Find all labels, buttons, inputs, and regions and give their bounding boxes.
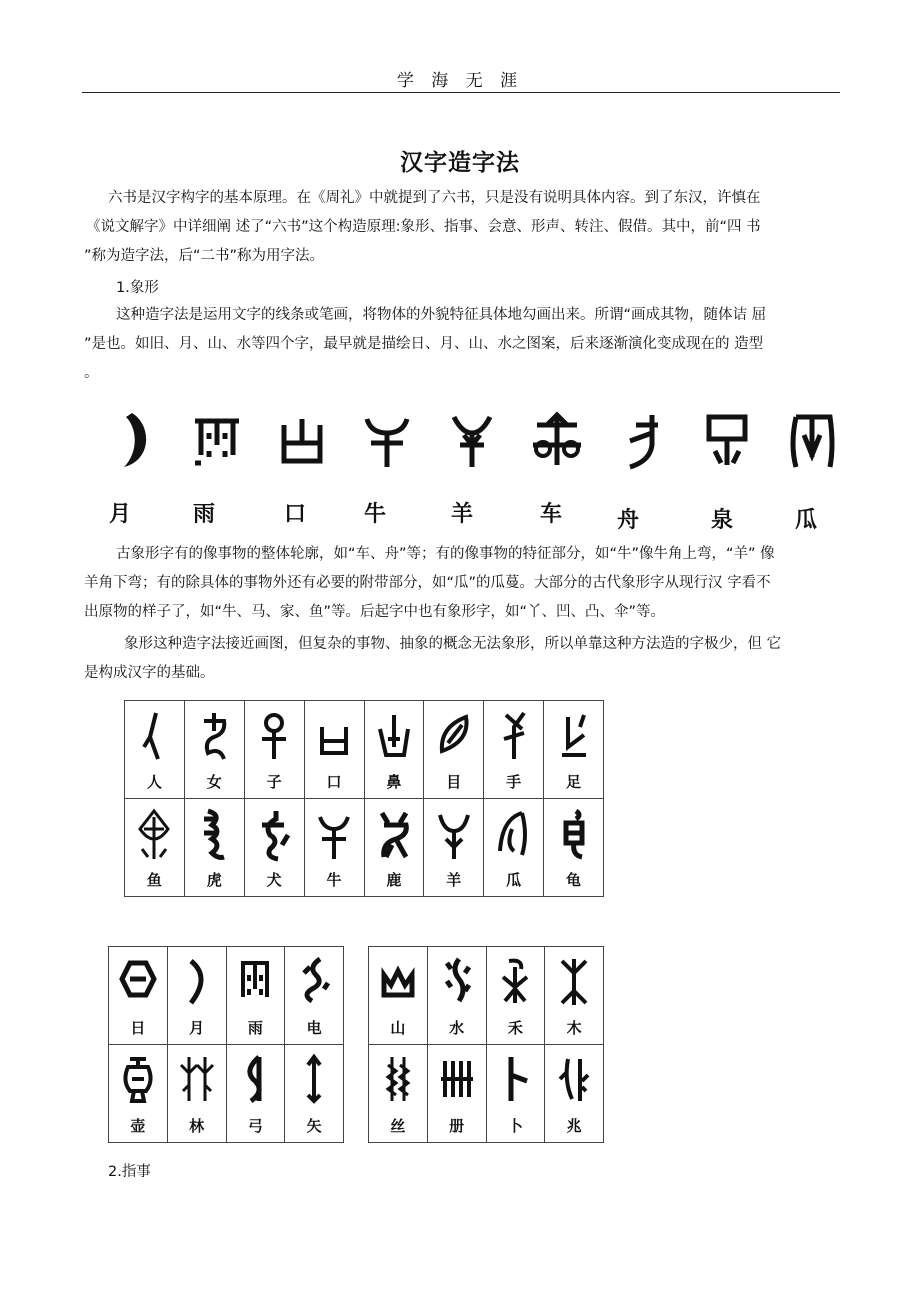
- pictograph-glyph: [294, 1051, 334, 1107]
- pictograph-glyph: [372, 805, 416, 865]
- cell-label: 足: [566, 773, 582, 791]
- cell-label: 龟: [566, 871, 582, 889]
- table-cell: [304, 701, 364, 799]
- melon-pictograph: [772, 405, 852, 483]
- cell-label: 电: [306, 1019, 322, 1037]
- spring-pictograph: [687, 405, 767, 483]
- pictograph-table-1: [124, 700, 604, 897]
- pictograph-glyph: [132, 805, 176, 865]
- pictograph-glyph: [177, 953, 217, 1009]
- table-cell: [484, 701, 544, 799]
- pictograph-glyph: [314, 707, 354, 765]
- cell-label: 牛: [326, 871, 342, 889]
- table-cell: [184, 701, 244, 799]
- strip-label: 牛: [363, 502, 386, 527]
- table-cell: [226, 947, 285, 1045]
- pictograph-glyph: [194, 707, 234, 765]
- document-title: 汉字造字法: [400, 150, 520, 176]
- table-cell: [285, 1045, 344, 1143]
- pictograph-strip: [92, 405, 852, 533]
- para3-line-1: 象形这种造字法接近画图，但复杂的事物、抽象的概念无法象形，所以单靠这种方法造的字极少，但 它: [124, 636, 782, 652]
- cell-label: 鼻: [386, 773, 402, 791]
- cell-label: 册: [449, 1117, 465, 1135]
- strip-label: 月: [108, 502, 131, 527]
- cart-pictograph: [517, 405, 597, 483]
- pictograph-glyph: [495, 953, 535, 1009]
- page-header: 学 海 无 涯: [396, 71, 524, 91]
- section1-line-3: 。: [84, 365, 99, 381]
- table-cell: [427, 947, 486, 1045]
- pictograph-glyph: [374, 707, 414, 765]
- para2-line-1: 古象形字有的像事物的整体轮廓，如“车、舟”等；有的像事物的特征部分，如“牛”像牛角上弯，“羊” 像: [116, 546, 775, 562]
- pictograph-glyph: [177, 1051, 217, 1107]
- pictograph-glyph: [312, 805, 356, 865]
- cell-label: 矢: [306, 1117, 322, 1135]
- pictograph-glyph: [118, 953, 158, 1009]
- pictograph-glyph: [235, 1051, 275, 1107]
- pictograph-glyph: [495, 1051, 535, 1107]
- cell-label: 手: [506, 773, 522, 791]
- strip-label: 舟: [616, 508, 639, 533]
- rain-pictograph: [177, 405, 257, 483]
- pictograph-glyph: [552, 805, 596, 865]
- table-cell: [109, 1045, 168, 1143]
- table-cell: [369, 1045, 428, 1143]
- cell-label: 鹿: [386, 871, 402, 889]
- table-cell: [244, 701, 304, 799]
- pictograph-glyph: [494, 707, 534, 765]
- intro-line-3: ”称为造字法，后“二书”称为用字法。: [84, 248, 325, 264]
- table-cell: [486, 947, 545, 1045]
- cell-label: 目: [446, 773, 462, 791]
- pictograph-glyph: [378, 953, 418, 1009]
- cell-label: 鱼: [146, 871, 162, 889]
- intro-line-2: 《说文解字》中详细阐 述了“六书”这个构造原理:象形、指事、会意、形声、转注、假借。其中，前“四 书: [86, 219, 761, 235]
- table-cell: [364, 799, 424, 897]
- cell-label: 丝: [390, 1117, 406, 1135]
- table-cell: [226, 1045, 285, 1143]
- strip-label: 雨: [192, 502, 215, 527]
- pictograph-glyph: [118, 1051, 158, 1107]
- pictograph-glyph: [554, 1051, 594, 1107]
- table-cell: [304, 799, 364, 897]
- table-cell: [285, 947, 344, 1045]
- pictograph-glyph: [554, 707, 594, 765]
- cell-label: 虎: [206, 871, 222, 889]
- cell-label: 林: [189, 1117, 205, 1135]
- pictograph-glyph: [437, 1051, 477, 1107]
- table-cell: [486, 1045, 545, 1143]
- para2-line-2: 羊角下弯；有的除具体的事物外还有必要的附带部分，如“瓜”的瓜蔓。大部分的古代象形字从现行汉 字看不: [84, 575, 771, 591]
- table-cell: [364, 701, 424, 799]
- table-cell: [544, 701, 604, 799]
- section1-line-1: 这种造字法是运用文字的线条或笔画，将物体的外貌特征具体地勾画出来。所谓“画成其物，随体诘 屈: [116, 307, 767, 323]
- pictograph-glyph: [432, 805, 476, 865]
- header-rule: [82, 92, 840, 93]
- pictograph-table-3: [368, 946, 604, 1143]
- cell-label: 山: [390, 1019, 406, 1037]
- cell-label: 木: [566, 1019, 582, 1037]
- table-cell: [545, 1045, 604, 1143]
- cell-label: 口: [326, 773, 342, 791]
- boat-pictograph: [602, 405, 682, 483]
- para2-line-3: 出原物的样子了，如“牛、马、家、鱼”等。后起字中也有象形字，如“丫、凹、凸、伞”等。: [84, 604, 666, 620]
- table-cell: [544, 799, 604, 897]
- pictograph-glyph: [437, 953, 477, 1009]
- cell-label: 禾: [507, 1019, 523, 1037]
- cell-label: 羊: [446, 871, 462, 889]
- cell-label: 卜: [507, 1117, 523, 1135]
- pictograph-glyph: [192, 805, 236, 865]
- table-cell: [484, 799, 544, 897]
- cell-label: 兆: [566, 1117, 582, 1135]
- table-cell: [427, 1045, 486, 1143]
- para3-line-2: 是构成汉字的基础。: [84, 665, 215, 681]
- strip-label: 瓜: [794, 508, 817, 533]
- cell-label: 水: [449, 1019, 465, 1037]
- pictograph-glyph: [378, 1051, 418, 1107]
- cell-label: 壶: [130, 1117, 146, 1135]
- pictograph-table-2: [108, 946, 344, 1143]
- pictograph-glyph: [134, 707, 174, 765]
- cell-label: 雨: [247, 1019, 263, 1037]
- sheep-pictograph: [432, 405, 512, 483]
- strip-label: 车: [539, 502, 562, 527]
- pictograph-glyph: [235, 953, 275, 1009]
- strip-label: 泉: [710, 508, 733, 533]
- table-cell: [167, 947, 226, 1045]
- cell-label: 子: [266, 773, 282, 791]
- cell-label: 犬: [266, 871, 282, 889]
- section2-heading: 2.指事: [108, 1164, 151, 1180]
- table-cell: [424, 701, 484, 799]
- table-cell: [125, 799, 185, 897]
- table-cell: [184, 799, 244, 897]
- table-cell: [369, 947, 428, 1045]
- mouth-pictograph: [262, 405, 342, 483]
- cell-label: 瓜: [506, 871, 522, 889]
- pictograph-glyph: [294, 953, 334, 1009]
- ox-pictograph: [347, 405, 427, 483]
- section1-heading: 1.象形: [116, 280, 159, 296]
- strip-label: 口: [283, 502, 306, 527]
- pictograph-glyph: [252, 805, 296, 865]
- table-cell: [167, 1045, 226, 1143]
- table-cell: [109, 947, 168, 1045]
- table-cell: [424, 799, 484, 897]
- pictograph-glyph: [434, 707, 474, 765]
- table-cell: [545, 947, 604, 1045]
- table-cell: [125, 701, 185, 799]
- cell-label: 弓: [247, 1117, 263, 1135]
- cell-label: 人: [146, 773, 162, 791]
- intro-line-1: 六书是汉字构字的基本原理。在《周礼》中就提到了六书，只是没有说明具体内容。到了东汉，许慎在: [108, 190, 761, 206]
- table-cell: [244, 799, 304, 897]
- moon-pictograph: [92, 405, 172, 483]
- section1-line-2: ”是也。如旧、月、山、水等四个字，最早就是描绘日、月、山、水之图案，后来逐渐演化变成现在的 造型: [84, 336, 764, 352]
- pictograph-glyph: [492, 805, 536, 865]
- cell-label: 日: [130, 1019, 146, 1037]
- cell-label: 月: [189, 1019, 205, 1037]
- pictograph-glyph: [254, 707, 294, 765]
- cell-label: 女: [206, 773, 222, 791]
- strip-label: 羊: [450, 502, 473, 527]
- pictograph-glyph: [554, 953, 594, 1009]
